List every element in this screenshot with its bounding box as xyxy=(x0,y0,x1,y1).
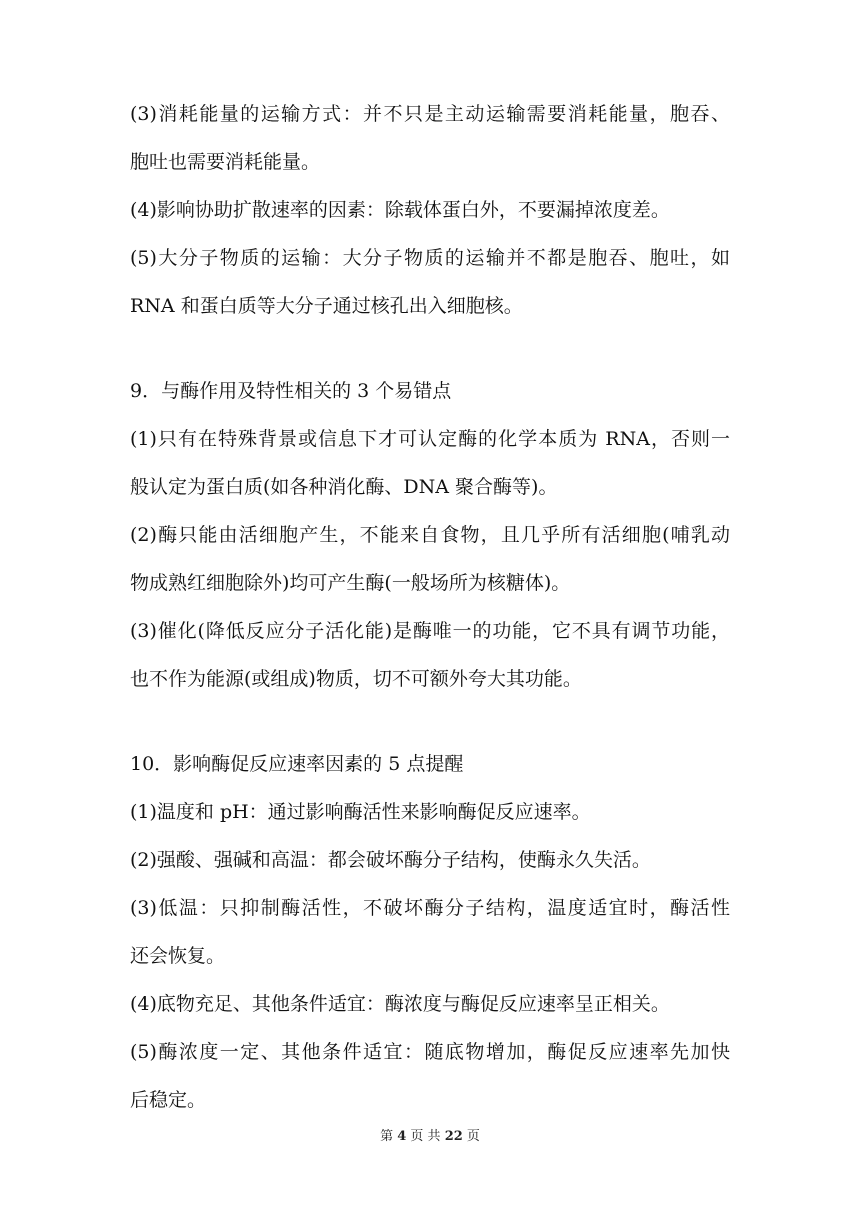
page-footer xyxy=(0,1129,860,1145)
paragraph-line: (4)底物充足、其他条件适宜：酶浓度与酶促反应速率呈正相关。 xyxy=(130,993,670,1015)
document-body xyxy=(130,102,730,1112)
section-heading: 9．与酶作用及特性相关的 3 个易错点 xyxy=(130,380,452,402)
section-continuation xyxy=(130,102,730,318)
paragraph-line: (1)温度和 pH：通过影响酶活性来影响酶促反应速率。 xyxy=(130,801,591,823)
total-page-count: 22 xyxy=(444,1129,463,1144)
current-page-number: 4 xyxy=(397,1129,407,1144)
footer-mid: 页 共 xyxy=(410,1129,441,1144)
paragraph-line: 也不作为能源(或组成)物质，切不可额外夸大其功能。 xyxy=(130,668,582,690)
paragraph-line: 胞吐也需要消耗能量。 xyxy=(130,151,321,173)
paragraph-line: 般认定为蛋白质(如各种消化酶、DNA 聚合酶等)。 xyxy=(130,476,558,498)
paragraph-line: (5)大分子物质的运输：大分子物质的运输并不都是胞吞、胞吐，如 xyxy=(130,247,730,269)
paragraph-line: (2)酶只能由活细胞产生，不能来自食物，且几乎所有活细胞(哺乳动 xyxy=(130,524,730,546)
paragraph-line: (3)消耗能量的运输方式：并不只是主动运输需要消耗能量，胞吞、 xyxy=(130,103,730,125)
section-10 xyxy=(130,752,730,1112)
paragraph-line: 还会恢复。 xyxy=(130,945,226,967)
footer-suffix: 页 xyxy=(466,1129,480,1144)
paragraph-line: 后稳定。 xyxy=(130,1089,207,1111)
section-9 xyxy=(130,379,730,691)
paragraph-line: (5)酶浓度一定、其他条件适宜：随底物增加，酶促反应速率先加快 xyxy=(130,1041,730,1063)
paragraph-line: (1)只有在特殊背景或信息下才可认定酶的化学本质为 RNA，否则一 xyxy=(130,428,730,450)
paragraph-line: (3)低温：只抑制酶活性，不破坏酶分子结构，温度适宜时，酶活性 xyxy=(130,897,730,919)
paragraph-line: (2)强酸、强碱和高温：都会破坏酶分子结构，使酶永久失活。 xyxy=(130,849,651,871)
paragraph-line: RNA 和蛋白质等大分子通过核孔出入细胞核。 xyxy=(130,295,523,317)
paragraph-line: (4)影响协助扩散速率的因素：除载体蛋白外，不要漏掉浓度差。 xyxy=(130,199,670,221)
footer-prefix: 第 xyxy=(380,1129,394,1144)
section-heading: 10．影响酶促反应速率因素的 5 点提醒 xyxy=(130,753,464,775)
paragraph-line: 物成熟红细胞除外)均可产生酶(一般场所为核糖体)。 xyxy=(130,572,571,594)
paragraph-line: (3)催化(降低反应分子活化能)是酶唯一的功能，它不具有调节功能， xyxy=(130,620,730,642)
